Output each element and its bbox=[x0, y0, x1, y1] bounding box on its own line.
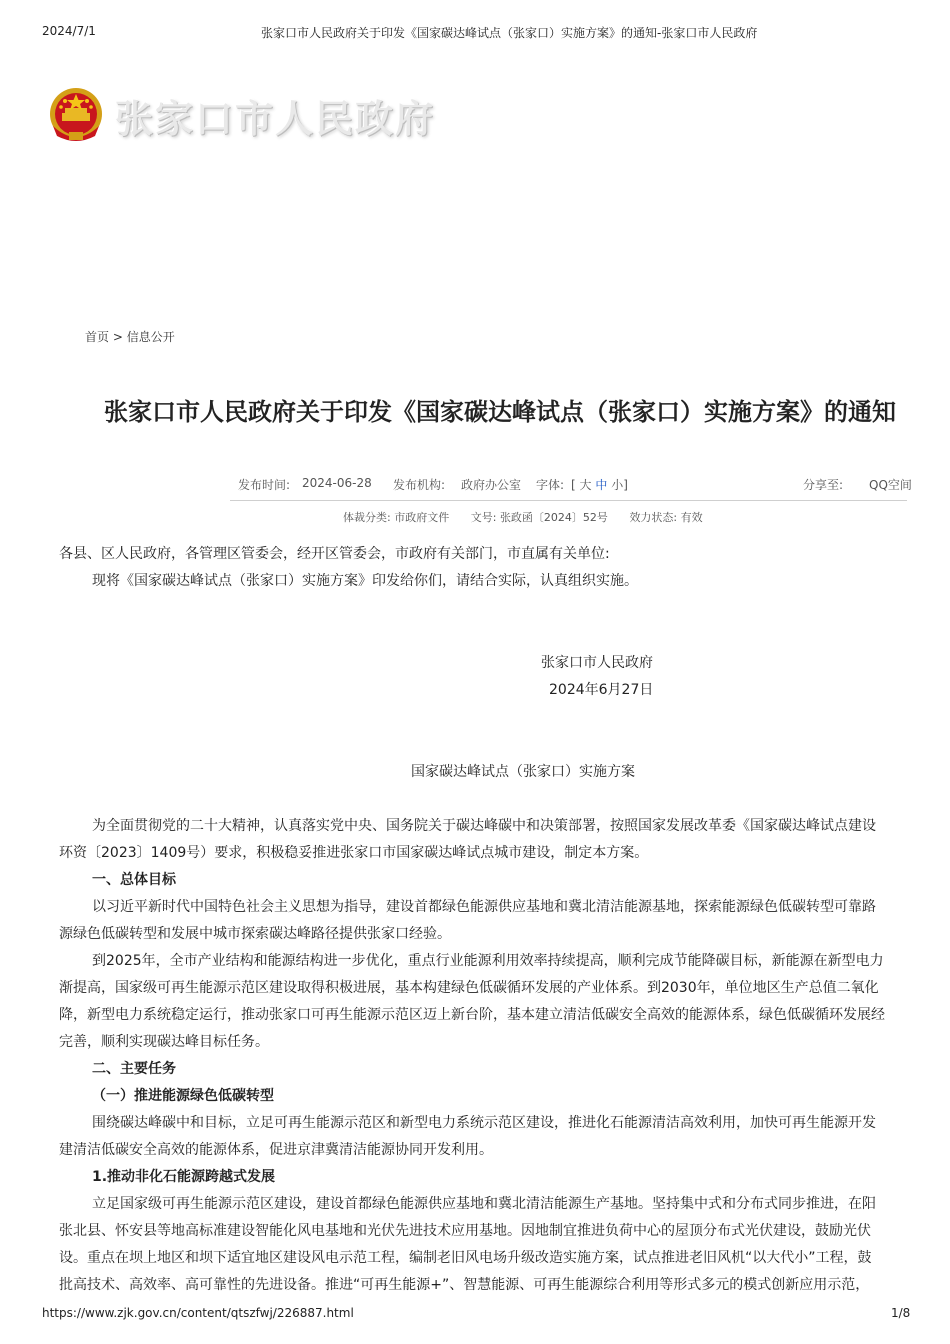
signer: 张家口市人民政府 bbox=[541, 655, 653, 671]
font-size-medium-button[interactable]: 中 bbox=[595, 478, 608, 492]
org-label: 发布机构: bbox=[393, 478, 446, 492]
paragraph-line: 围绕碳达峰碳中和目标，立足可再生能源示范区和新型电力系统示范区建设，推进化石能源清洁高效利用，加快可再生能源开发 bbox=[92, 1115, 876, 1131]
article-title-box bbox=[104, 392, 907, 427]
national-emblem-logo[interactable] bbox=[47, 86, 105, 146]
status-value: 有效 bbox=[680, 511, 703, 524]
doc-no-value: 张政函〔2024〕52号 bbox=[499, 511, 608, 524]
font-bracket-close: ] bbox=[623, 478, 628, 492]
print-header-title: 张家口市人民政府关于印发《国家碳达峰试点（张家口）实施方案》的通知-张家口市人民政府 bbox=[261, 26, 758, 40]
paragraph-line: 完善，顺利实现碳达峰目标任务。 bbox=[59, 1034, 269, 1050]
font-size-label: 字体: bbox=[536, 478, 565, 492]
sign-date: 2024年6月27日 bbox=[549, 682, 654, 698]
paragraph-line: 降，新型电力系统稳定运行，推动张家口可再生能源示范区迈上新台阶，基本建立清洁低碳安全高效的能源体系，绿色低碳循环发展经 bbox=[59, 1007, 885, 1023]
paragraph-line: 到2025年，全市产业结构和能源结构进一步优化，重点行业能源利用效率持续提高，顺利完成节能降碳目标，新能源在新型电力 bbox=[92, 953, 884, 969]
breadcrumb-separator: > bbox=[112, 330, 123, 344]
paragraph-line: 批高技术、高效率、高可靠性的先进设备。推进“可再生能源+”、智慧能源、可再生能源综合利用等形式多元的模式创新应用示范， bbox=[59, 1277, 870, 1293]
share-qq-button[interactable]: QQ空间 bbox=[869, 478, 912, 492]
publish-label: 发布时间: bbox=[238, 478, 291, 492]
org-value: 政府办公室 bbox=[461, 478, 522, 492]
breadcrumb-home[interactable]: 首页 bbox=[85, 330, 110, 344]
print-page-number: 1/8 bbox=[891, 1306, 911, 1320]
section-heading: 一、总体目标 bbox=[92, 872, 176, 888]
site-name[interactable]: 张家口市人民政府 bbox=[115, 97, 436, 141]
paragraph-line: 立足国家级可再生能源示范区建设，建设首都绿色能源供应基地和冀北清洁能源生产基地。坚持集中式和分布式同步推进，在阳 bbox=[92, 1196, 876, 1212]
article-meta-secondary bbox=[343, 509, 703, 525]
publish-date: 2024-06-28 bbox=[302, 476, 372, 490]
paragraph-line: 设。重点在坝上地区和坝下适宜地区建设风电示范工程，编制老旧风电场升级改造实施方案，试点推进老旧风机“以大代小”工程，鼓 bbox=[59, 1250, 872, 1266]
breadcrumb-section[interactable]: 信息公开 bbox=[126, 330, 175, 344]
paragraph-line: 渐提高，国家级可再生能源示范区建设取得积极进展，基本构建绿色低碳循环发展的产业体系。到2030年，单位地区生产总值二氧化 bbox=[59, 980, 879, 996]
share-label: 分享至: bbox=[803, 478, 844, 492]
paragraph-line: 以习近平新时代中国特色社会主义思想为指导，建设首都绿色能源供应基地和冀北清洁能源基地，探索能源绿色低碳转型可靠路 bbox=[92, 899, 876, 915]
doc-no-label: 文号: bbox=[470, 511, 497, 524]
paragraph-line: 张北县、怀安县等地高标准建设智能化风电基地和光伏先进技术应用基地。因地制宜推进负荷中心的屋顶分布式光伏建设，鼓励光伏 bbox=[59, 1223, 871, 1239]
type-value: 市政府文件 bbox=[394, 511, 450, 524]
breadcrumb bbox=[85, 328, 175, 345]
paragraph-line: 环资〔2023〕1409号）要求，积极稳妥推进张家口市国家碳达峰试点城市建设，制定本方案。 bbox=[59, 845, 649, 861]
type-label: 体裁分类: bbox=[343, 511, 391, 524]
font-size-small-button[interactable]: 小 bbox=[611, 478, 624, 492]
section-heading: 二、主要任务 bbox=[92, 1061, 176, 1077]
intro-paragraph: 现将《国家碳达峰试点（张家口）实施方案》印发给你们，请结合实际，认真组织实施。 bbox=[92, 573, 638, 589]
item-heading: 1.推动非化石能源跨越式发展 bbox=[92, 1169, 276, 1185]
subsection-heading: （一）推进能源绿色低碳转型 bbox=[92, 1088, 274, 1104]
status-label: 效力状态: bbox=[629, 511, 678, 524]
article-body bbox=[59, 541, 907, 1301]
paragraph-line: 为全面贯彻党的二十大精神，认真落实党中央、国务院关于碳达峰碳中和决策部署，按照国家发展改革委《国家碳达峰试点建设 bbox=[92, 818, 876, 834]
article-meta bbox=[0, 476, 912, 496]
font-size-large-button[interactable]: 大 bbox=[579, 478, 592, 492]
font-bracket-open: [ bbox=[571, 478, 576, 492]
paragraph-line: 建清洁低碳安全高效的能源体系，促进京津冀清洁能源协同开发利用。 bbox=[59, 1142, 493, 1158]
salutation: 各县、区人民政府，各管理区管委会，经开区管委会，市政府有关部门，市直属有关单位: bbox=[59, 546, 610, 562]
article-title: 张家口市人民政府关于印发《国家碳达峰试点（张家口）实施方案》的通知 bbox=[104, 398, 896, 426]
meta-divider bbox=[230, 500, 907, 501]
plan-title: 国家碳达峰试点（张家口）实施方案 bbox=[411, 764, 635, 780]
print-url: https://www.zjk.gov.cn/content/qtszfwj/226887.html bbox=[42, 1306, 354, 1320]
print-date: 2024/7/1 bbox=[42, 24, 96, 38]
paragraph-line: 源绿色低碳转型和发展中城市探索碳达峰路径提供张家口经验。 bbox=[59, 926, 451, 942]
font-size-controls bbox=[571, 476, 628, 493]
